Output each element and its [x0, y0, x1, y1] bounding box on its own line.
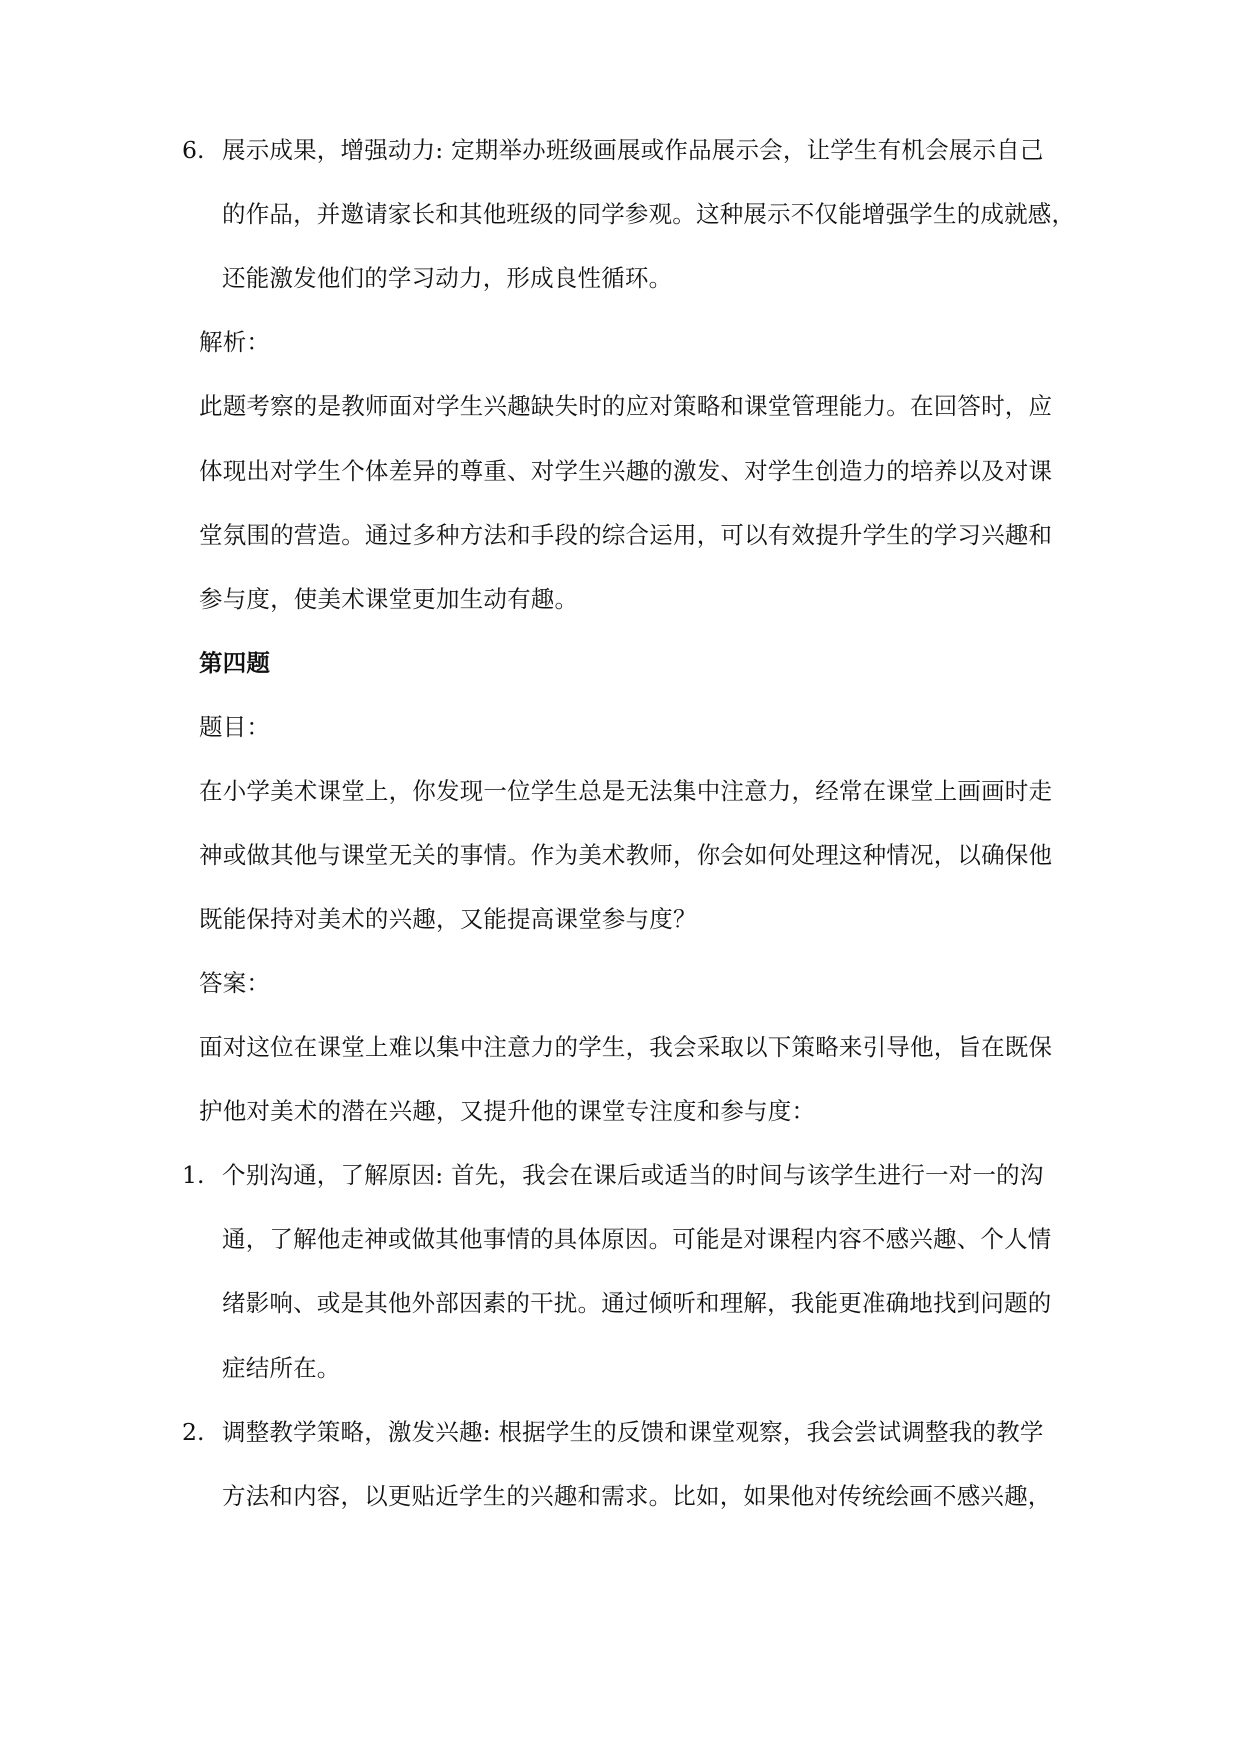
analysis-line-1: 此题考察的是教师面对学生兴趣缺失时的应对策略和课堂管理能力。在回答时，应	[199, 392, 1053, 420]
question-label: 题目：	[199, 713, 271, 741]
section-title: 第四题	[199, 649, 271, 677]
list-number-2: 2.	[182, 1418, 205, 1446]
question-line-3: 既能保持对美术的兴趣，又能提高课堂参与度？	[199, 905, 697, 933]
list-number-6: 6.	[182, 136, 205, 164]
analysis-line-3: 堂氛围的营造。通过多种方法和手段的综合运用，可以有效提升学生的学习兴趣和	[199, 521, 1053, 549]
item2-line-1: 调整教学策略，激发兴趣: 根据学生的反馈和课堂观察，我会尝试调整我的教学	[222, 1418, 1044, 1446]
analysis-label: 解析：	[199, 328, 271, 356]
question-line-1: 在小学美术课堂上，你发现一位学生总是无法集中注意力，经常在课堂上画画时走	[199, 777, 1053, 805]
item1-line-2: 通，了解他走神或做其他事情的具体原因。可能是对课程内容不感兴趣、个人情	[222, 1225, 1052, 1253]
answer-label: 答案：	[199, 969, 271, 997]
question-line-2: 神或做其他与课堂无关的事情。作为美术教师，你会如何处理这种情况，以确保他	[199, 841, 1053, 869]
answer-line-1: 面对这位在课堂上难以集中注意力的学生，我会采取以下策略来引导他，旨在既保	[199, 1033, 1053, 1061]
item6-line-2: 的作品，并邀请家长和其他班级的同学参观。这种展示不仅能增强学生的成就感，	[222, 200, 1076, 228]
answer-line-2: 护他对美术的潜在兴趣，又提升他的课堂专注度和参与度：	[199, 1097, 816, 1125]
analysis-line-4: 参与度，使美术课堂更加生动有趣。	[199, 585, 579, 613]
analysis-line-2: 体现出对学生个体差异的尊重、对学生兴趣的激发、对学生创造力的培养以及对课	[199, 457, 1053, 485]
list-number-1: 1.	[182, 1161, 205, 1189]
item1-line-4: 症结所在。	[222, 1354, 341, 1382]
item6-line-1: 展示成果，增强动力: 定期举办班级画展或作品展示会，让学生有机会展示自己	[222, 136, 1044, 164]
item6-line-3: 还能激发他们的学习动力，形成良性循环。	[222, 264, 673, 292]
item1-line-3: 绪影响、或是其他外部因素的干扰。通过倾听和理解，我能更准确地找到问题的	[222, 1289, 1052, 1317]
item2-line-2: 方法和内容，以更贴近学生的兴趣和需求。比如，如果他对传统绘画不感兴趣，	[222, 1482, 1052, 1510]
item1-line-1: 个别沟通，了解原因: 首先，我会在课后或适当的时间与该学生进行一对一的沟	[222, 1161, 1044, 1189]
